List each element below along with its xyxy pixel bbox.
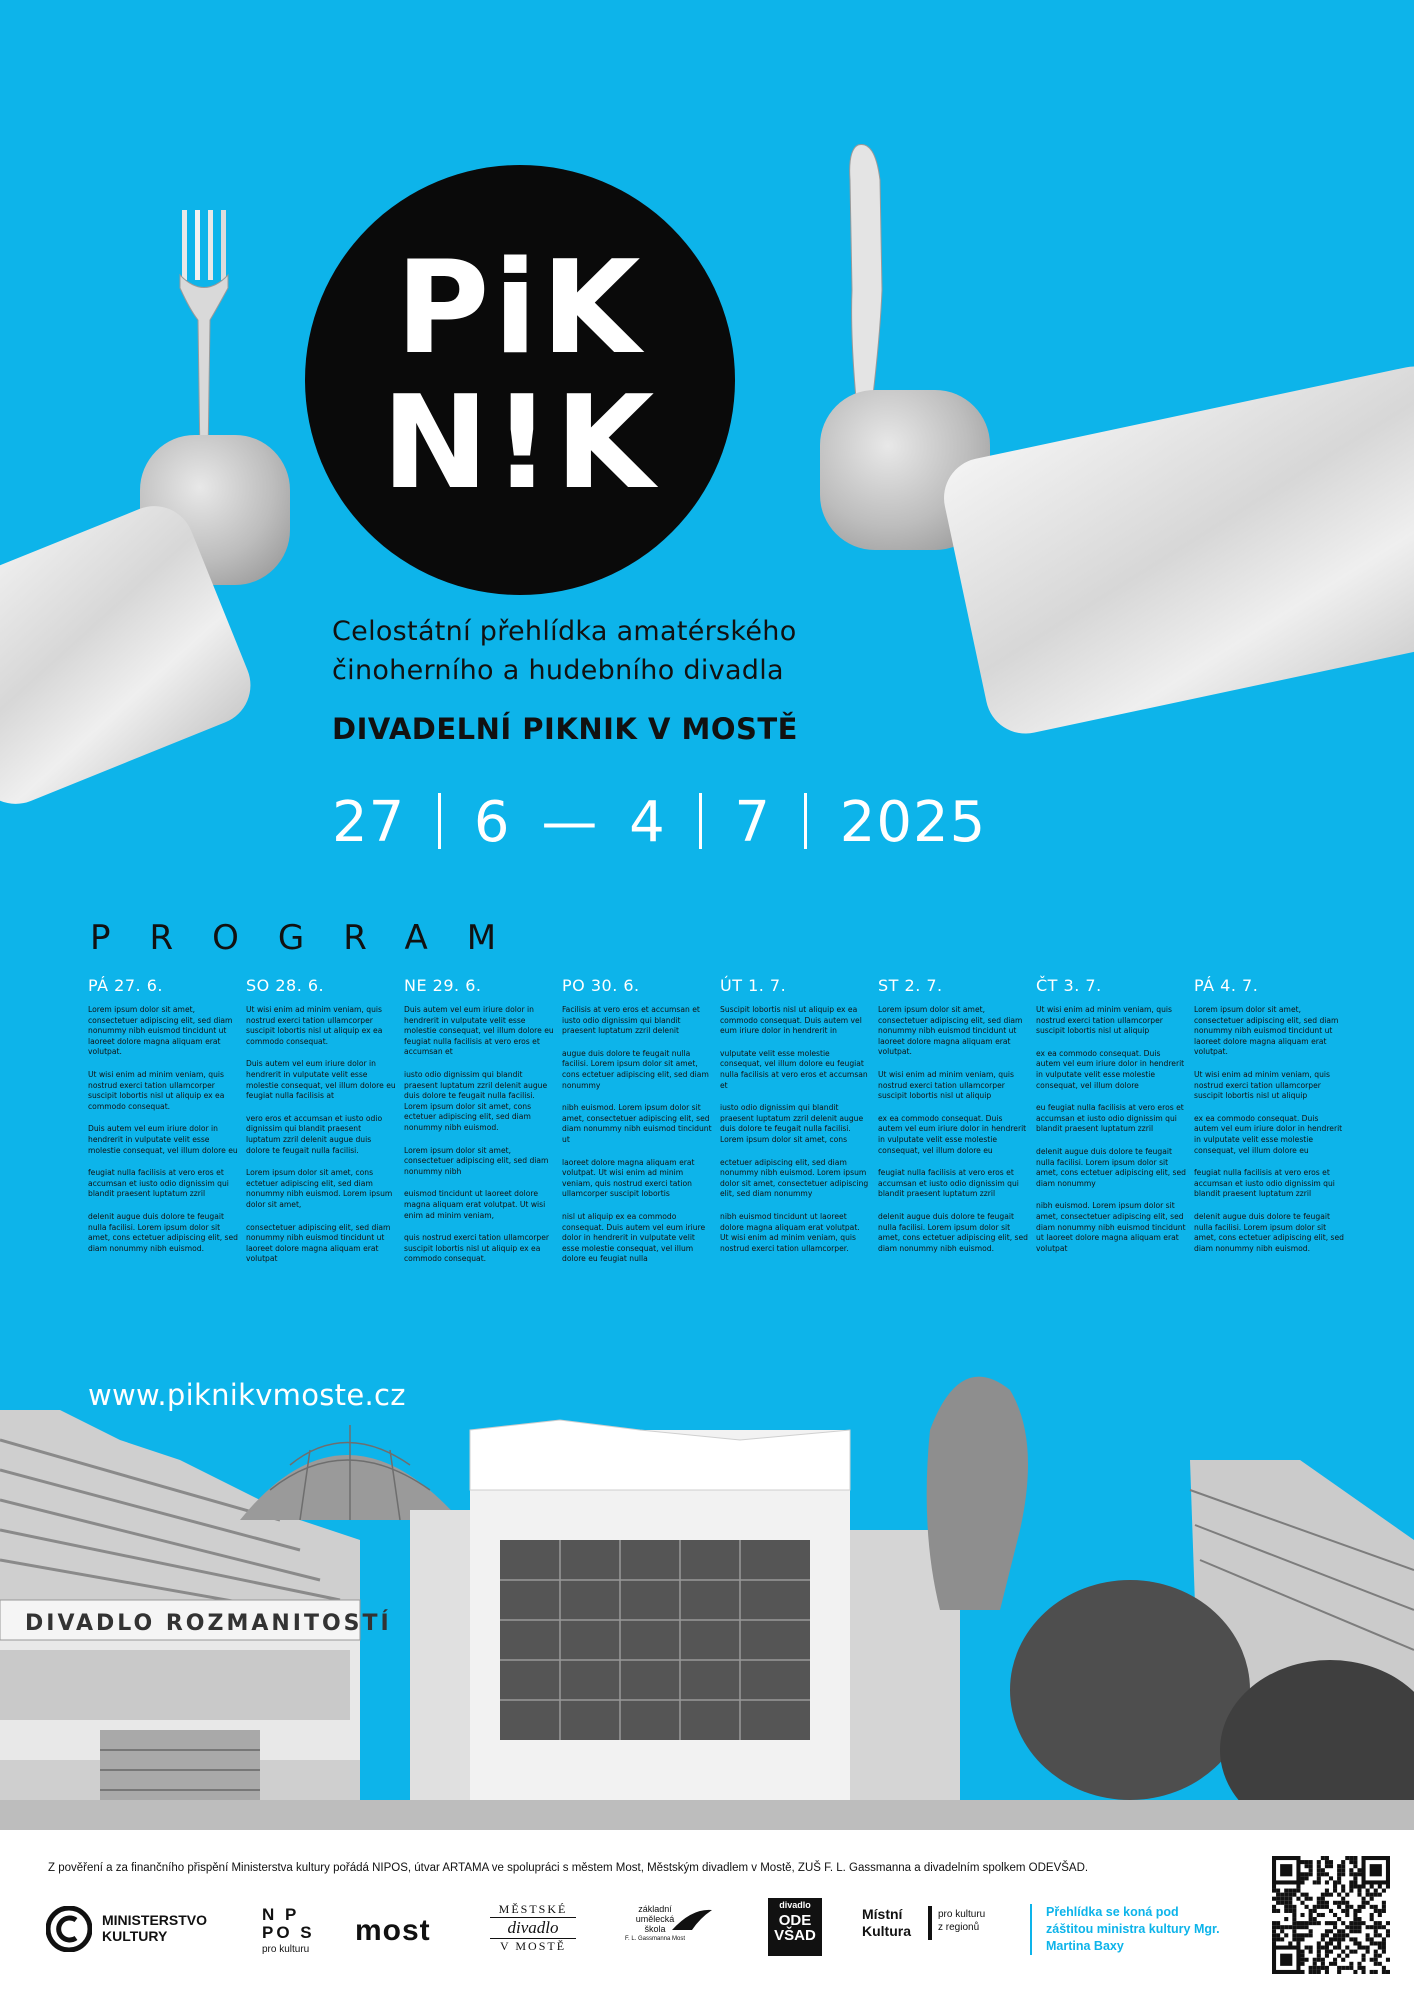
- logo-mestske-divadlo: [490, 1902, 576, 1954]
- program-paragraph: Lorem ipsum dolor sit amet, consectetuer adipiscing elit, sed diam nonummy nibh euismod tincidunt ut laoreet dolore magna aliquam erat volutpat.: [1194, 1005, 1339, 1057]
- program-paragraph: nibh euismod tincidunt ut laoreet dolore magna aliquam erat volutpat. Ut wisi enim ad minim veniam, quis nostrud exerci tation ullamcorper.: [720, 1211, 860, 1253]
- program-paragraph: Duis autem vel eum iriure dolor in hendrerit in vulputate velit esse molestie consequat, vel illum dolore eu: [88, 1124, 238, 1155]
- date-month-start: 6: [473, 790, 511, 855]
- logo-mistni-kultura: [862, 1906, 986, 1940]
- mistni-sub-1: pro kulturu: [938, 1909, 986, 1920]
- program-paragraph: delenit augue duis dolore te feugait nulla facilisi. Lorem ipsum dolor sit amet, cons ectetuer adipiscing elit, sed diam nonummy nibh euismod.: [1194, 1211, 1344, 1253]
- subtitle-line-1: Celostátní přehlídka amatérského: [332, 616, 797, 647]
- program-paragraph: delenit augue duis dolore te feugait nulla facilisi. Lorem ipsum dolor sit amet, cons ectetuer adipiscing elit, sed diam nonummy: [1036, 1146, 1186, 1188]
- qr-code-icon[interactable]: [1272, 1856, 1390, 1974]
- program-day: [562, 976, 712, 1277]
- program-paragraph: Ut wisi enim ad minim veniam, quis nostrud exerci tation ullamcorper suscipit lobortis nisl ut aliquip: [878, 1069, 1014, 1101]
- program-paragraph: nibh euismod. Lorem ipsum dolor sit amet, consectetuer adipiscing elit, sed diam nonummy nibh euismod tincidunt ut: [562, 1103, 712, 1144]
- program-day-text: [404, 1005, 554, 1265]
- left-hand-with-fork: [0, 210, 300, 770]
- mk-line-2: KULTURY: [102, 1928, 168, 1944]
- logo-zus: [610, 1904, 700, 1944]
- program-paragraph: quis nostrud exerci tation ullamcorper suscipit lobortis nisl ut aliquip ex ea commodo consequat.: [404, 1233, 550, 1264]
- md-line-3: V MOSTĚ: [499, 1939, 567, 1953]
- program-paragraph: ex ea commodo consequat. Duis autem vel eum iriure dolor in hendrerit in vulputate velit esse molestie consequat, vel illum dolore eu: [878, 1113, 1027, 1155]
- program-paragraph: euismod tincidunt ut laoreet dolore magna aliquam erat volutpat. Ut wisi enim ad minim veniam,: [404, 1189, 546, 1220]
- buildings-collage: [0, 1350, 1414, 1830]
- program-day: [404, 976, 554, 1277]
- zus-line-3: škola: [644, 1924, 666, 1934]
- knife-icon: [830, 140, 900, 430]
- date-year: 2025: [839, 790, 987, 855]
- program-paragraph: consectetuer adipiscing elit, sed diam nonummy nibh euismod tincidunt ut laoreet dolore magna aliquam erat volutpat: [246, 1222, 391, 1264]
- program-paragraph: feugiat nulla facilisis at vero eros et accumsan et iusto odio dignissim qui blandit praesent luptatum zzril: [1194, 1168, 1335, 1199]
- zus-line-4: F. L. Gassmanna Most: [624, 1936, 686, 1942]
- zus-line-2: umělecká: [635, 1914, 675, 1924]
- program-paragraph: eu feugiat nulla facilisis at vero eros et accumsan et iusto odio dignissim qui blandit praesent luptatum zzril: [1036, 1103, 1184, 1134]
- right-hand-with-knife: [810, 140, 1414, 720]
- theatre-sign: DIVADLO ROZMANITOSTÍ: [25, 1611, 392, 1636]
- program-paragraph: Lorem ipsum dolor sit amet, consectetuer adipiscing elit, sed diam nonummy nibh: [404, 1145, 549, 1176]
- program-day-text: [246, 1005, 396, 1265]
- program-paragraph: delenit augue duis dolore te feugait nulla facilisi. Lorem ipsum dolor sit amet, cons ectetuer adipiscing elit, sed diam nonummy nibh euismod.: [878, 1211, 1028, 1253]
- program-day-label: ČT 3. 7.: [1036, 976, 1102, 995]
- program-day-text: [562, 1005, 712, 1265]
- program-paragraph: feugiat nulla facilisis at vero eros et accumsan et iusto odio dignissim qui blandit praesent luptatum zzril: [878, 1168, 1019, 1199]
- program-day-label: NE 29. 6.: [404, 976, 482, 995]
- mk-line-1: MINISTERSTVO: [102, 1912, 208, 1928]
- program-paragraph: Suscipit lobortis nisl ut aliquip ex ea commodo consequat. Duis autem vel eum iriure dolor in hendrerit in: [720, 1005, 862, 1036]
- program-paragraph: iusto odio dignissim qui blandit praesent luptatum zzril delenit augue duis dolore te feugait nulla facilisi. Lorem ipsum dolor sit amet, cons: [720, 1103, 864, 1144]
- program-paragraph: laoreet dolore magna aliquam erat volutpat. Ut wisi enim ad minim veniam, quis nostrud exerci tation ullamcorper suscipit lobortis: [562, 1157, 695, 1199]
- logo-nipos: [262, 1906, 315, 1955]
- odevsad-line-1: divadlo: [779, 1900, 811, 1910]
- nipos-sub: pro kulturu: [262, 1944, 310, 1955]
- program-day-text: [1036, 1005, 1186, 1254]
- logo-most: most: [355, 1914, 431, 1947]
- zus-wing-icon: [672, 1908, 712, 1932]
- nipos-line-1: N P: [262, 1905, 300, 1924]
- program-day: [1036, 976, 1186, 1266]
- program-paragraph: Ut wisi enim ad minim veniam, quis nostrud exerci tation ullamcorper suscipit lobortis nisl ut aliquip: [1194, 1069, 1330, 1101]
- piknik-logo: [305, 165, 735, 595]
- program-paragraph: Lorem ipsum dolor sit amet, consectetuer adipiscing elit, sed diam nonummy nibh euismod tincidunt ut laoreet dolore magna aliquam erat volutpat.: [878, 1005, 1023, 1057]
- program-day-text: [1194, 1005, 1344, 1254]
- program-paragraph: ex ea commodo consequat. Duis autem vel eum iriure dolor in hendrerit in vulputate velit esse molestie consequat, vel illum dolore: [1036, 1048, 1185, 1090]
- program-paragraph: ectetuer adipiscing elit, sed diam nonummy nibh euismod. Lorem ipsum dolor sit amet, consectetuer adipiscing elit, sed diam nonummy: [720, 1157, 869, 1199]
- date-day-end: 4: [629, 790, 666, 855]
- subtitle-line-2: činoherního a hudebního divadla: [332, 655, 784, 686]
- mistni-line-2: Kultura: [862, 1923, 911, 1939]
- program-day-text: [878, 1005, 1028, 1254]
- program-day: [1194, 976, 1344, 1266]
- md-line-1: MĚSTSKÉ: [498, 1902, 568, 1916]
- program-paragraph: delenit augue duis dolore te feugait nulla facilisi. Lorem ipsum dolor sit amet, cons ectetuer adipiscing elit, sed diam nonummy nibh euismod.: [88, 1211, 238, 1253]
- program-paragraph: Duis autem vel eum iriure dolor in hendrerit in vulputate velit esse molestie consequat, vel illum dolore eu feugiat nulla facilisis at: [246, 1059, 396, 1101]
- nipos-line-2: PO S: [262, 1923, 315, 1942]
- md-line-2: divadlo: [490, 1917, 576, 1939]
- program-paragraph: Duis autem vel eum iriure dolor in hendrerit in vulputate velit esse molestie consequat, vel illum dolore eu feugiat nulla facilisis at vero eros et accumsan et: [404, 1005, 554, 1057]
- odevsad-line-3: VŠAD: [774, 1927, 816, 1944]
- logo-line-2: N!K: [381, 369, 659, 518]
- program-paragraph: Lorem ipsum dolor sit amet, cons ectetuer adipiscing elit, sed diam nonummy nibh euismod. Lorem ipsum dolor sit amet,: [246, 1168, 393, 1209]
- program-day-text: [88, 1005, 238, 1254]
- statue: [927, 1377, 1028, 1610]
- program-day: [720, 976, 870, 1266]
- program-day-label: PÁ 27. 6.: [88, 976, 163, 995]
- fork-icon: [170, 210, 240, 470]
- program-day-label: PÁ 4. 7.: [1194, 976, 1259, 995]
- website-link[interactable]: www.piknikvmoste.cz: [88, 1378, 406, 1412]
- program-day-label: ST 2. 7.: [878, 976, 943, 995]
- mk-emblem-icon: [46, 1906, 92, 1952]
- program-day-label: ÚT 1. 7.: [720, 976, 787, 995]
- program-paragraph: nibh euismod. Lorem ipsum dolor sit amet, consectetuer adipiscing elit, sed diam nonummy nibh euismod tincidunt ut laoreet dolore magna aliquam erat volutpat: [1036, 1201, 1186, 1253]
- program-paragraph: Lorem ipsum dolor sit amet, consectetuer adipiscing elit, sed diam nonummy nibh euismod tincidunt ut laoreet dolore magna aliquam erat volutpat.: [88, 1005, 233, 1057]
- program-paragraph: augue duis dolore te feugait nulla facilisi. Lorem ipsum dolor sit amet, cons ectetuer adipiscing elit, sed diam nonummy: [562, 1048, 709, 1090]
- odevsad-line-2: ODE: [778, 1912, 812, 1929]
- program-paragraph: feugiat nulla facilisis at vero eros et accumsan et iusto odio dignissim qui blandit praesent luptatum zzril: [88, 1168, 229, 1199]
- organizer-note: Z pověření a za finančního přispění Ministerstva kultury pořádá NIPOS, útvar ARTAMA ve spolupráci s městem Most, Městským divadlem v Mostě, ZUŠ F. L. Gassmanna a divadelním spolkem ODEVŠAD.: [48, 1862, 1089, 1874]
- program-paragraph: nisl ut aliquip ex ea commodo consequat. Duis autem vel eum iriure dolor in hendrerit in vulputate velit esse molestie consequat, vel illum dolore eu feugiat nulla: [562, 1211, 706, 1264]
- program-day-label: SO 28. 6.: [246, 976, 325, 995]
- festival-name: DIVADELNÍ PIKNIK V MOSTĚ: [332, 712, 798, 746]
- program-day: [88, 976, 238, 1266]
- program-day-text: [720, 1005, 870, 1254]
- program-paragraph: Facilisis at vero eros et accumsan et iusto odio dignissim qui blandit praesent luptatum zzril delenit: [562, 1005, 700, 1036]
- mistni-sub-2: z regionů: [938, 1922, 980, 1933]
- program-paragraph: vero eros et accumsan et iusto odio dignissim qui blandit praesent luptatum zzril delenit augue duis dolore te feugait nulla facilisi.: [246, 1113, 383, 1155]
- program-day: [878, 976, 1028, 1266]
- program-paragraph: Ut wisi enim ad minim veniam, quis nostrud exerci tation ullamcorper suscipit lobortis nisl ut aliquip ex ea commodo consequat.: [246, 1005, 383, 1046]
- festival-dates: [332, 790, 986, 855]
- logo-line-1: PiK: [395, 234, 645, 383]
- date-month-end: 7: [734, 790, 772, 855]
- date-day-start: 27: [332, 790, 406, 855]
- program-paragraph: Ut wisi enim ad minim veniam, quis nostrud exerci tation ullamcorper suscipit lobortis nisl ut aliquip ex ea commodo consequat.: [88, 1069, 225, 1111]
- patronage-note: Přehlídka se koná pod záštitou ministra kultury Mgr. Martina Baxy: [1030, 1904, 1226, 1955]
- footer: [0, 1830, 1414, 2000]
- date-dash: —: [541, 790, 599, 855]
- program-day: [246, 976, 396, 1277]
- program-paragraph: Ut wisi enim ad minim veniam, quis nostrud exerci tation ullamcorper suscipit lobortis nisl ut aliquip: [1036, 1005, 1172, 1036]
- subtitle: [332, 612, 797, 690]
- logo-odevsad: [768, 1898, 822, 1956]
- program-schedule: [88, 976, 1348, 1366]
- program-paragraph: ex ea commodo consequat. Duis autem vel eum iriure dolor in hendrerit in vulputate velit esse molestie consequat, vel illum dolore eu: [1194, 1113, 1343, 1155]
- zus-line-1: základní: [638, 1904, 672, 1914]
- program-day-label: PO 30. 6.: [562, 976, 640, 995]
- mistni-line-1: Místní: [862, 1906, 903, 1922]
- program-title: PROGRAM: [90, 918, 536, 958]
- program-paragraph: vulputate velit esse molestie consequat, vel illum dolore eu feugiat nulla facilisis at vero eros et accumsan et: [720, 1048, 868, 1090]
- program-paragraph: iusto odio dignissim qui blandit praesent luptatum zzril delenit augue duis dolore te feugait nulla facilisi. Lorem ipsum dolor sit amet, cons ectetuer adipiscing elit, sed diam nonummy nibh euismod.: [404, 1069, 548, 1132]
